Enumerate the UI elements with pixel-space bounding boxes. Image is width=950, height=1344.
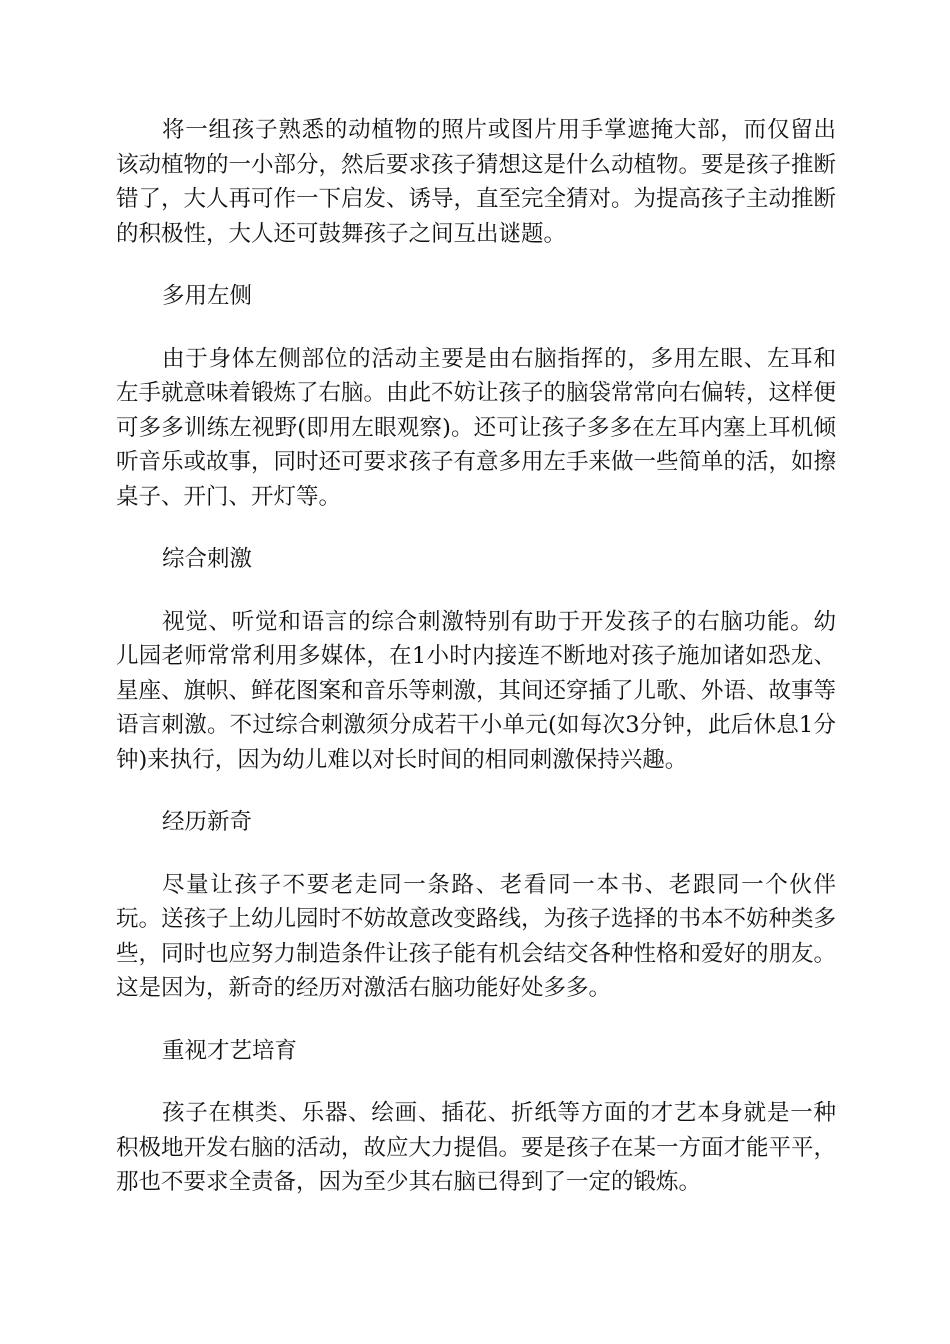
heading-use-left-side: 多用左侧 [162,283,253,309]
heading-novel-experiences: 经历新奇 [162,809,253,835]
heading-talent-cultivation: 重视才艺培育 [162,1037,298,1064]
paragraph-talent-cultivation: 孩子在棋类、乐器、绘画、插花、折纸等方面的才艺本身就是一种积极地开发右脑的活动，故应大力提倡。要是孩子在某一方面才能平平，那也不要求全责备，因为至少其右脑已得到了一定的锻炼。 [116,1100,837,1195]
heading-combined-stimulation: 综合刺激 [162,546,253,572]
paragraph-use-left-side: 由于身体左侧部位的活动主要是由右脑指挥的，多用左眼、左耳和左手就意味着锻炼了右脑。由此不妨让孩子的脑袋常常向右偏转，这样便可多多训练左视野(即用左眼观察)。还可让孩子多多在左耳内塞上耳机倾听音乐或故事，同时还可要求孩子有意多用左手来做一些简单的活，如擦桌子、开门、开灯等。 [116,345,837,510]
paragraph-guessing: 将一组孩子熟悉的动植物的照片或图片用手掌遮掩大部，而仅留出该动植物的一小部分，然后要求孩子猜想这是什么动植物。要是孩子推断错了，大人再可作一下启发、诱导，直至完全猜对。为提高孩子主动推断的积极性，大人还可鼓舞孩子之间互出谜题。 [116,117,837,247]
paragraph-novel-experiences: 尽量让孩子不要老走同一条路、老看同一本书、老跟同一个伙伴玩。送孩子上幼儿园时不妨故意改变路线，为孩子选择的书本不妨种类多些，同时也应努力制造条件让孩子能有机会结交各种性格和爱好的朋友。这是因为，新奇的经历对激活右脑功能好处多多。 [116,871,837,1001]
document-body [116,113,836,1200]
paragraph-combined-stimulation: 视觉、听觉和语言的综合刺激特别有助于开发孩子的右脑功能。幼儿园老师常常利用多媒体，在1小时内接连不断地对孩子施加诸如恐龙、星座、旗帜、鲜花图案和音乐等刺激，其间还穿插了儿歌、外语、故事等语言刺激。不过综合刺激须分成若干小单元(如每次3分钟，此后休息1分钟)来执行，因为幼儿难以对长时间的相同刺激保持兴趣。 [116,608,837,773]
